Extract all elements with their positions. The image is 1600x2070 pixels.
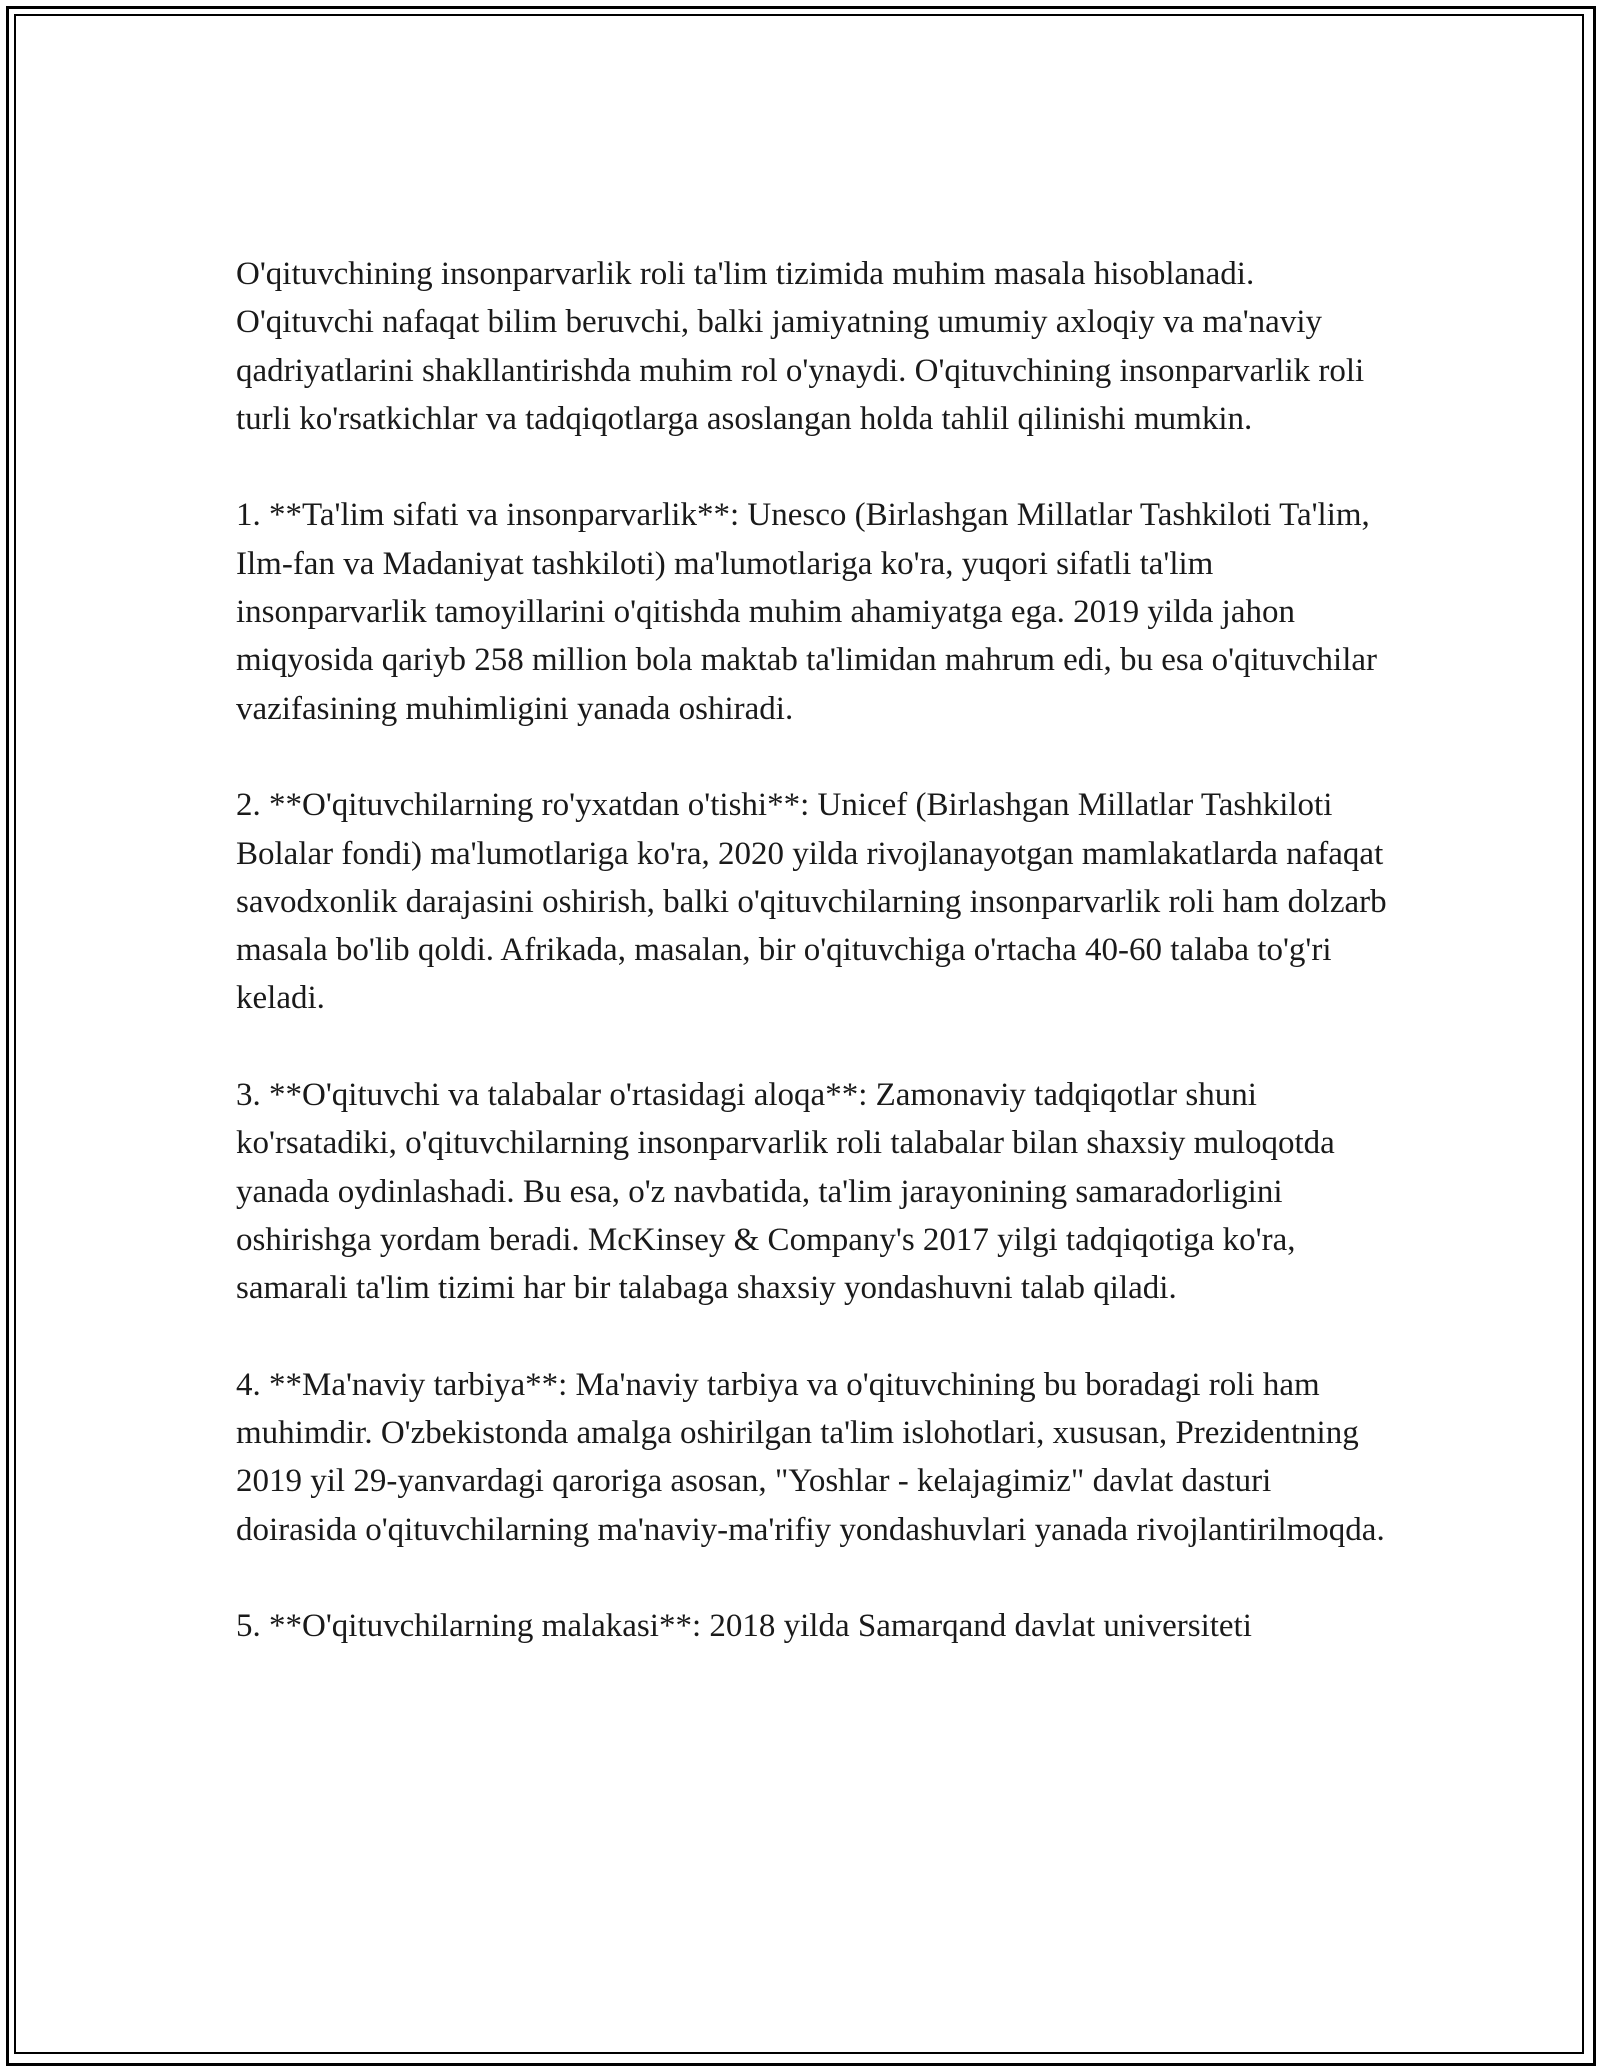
point-1-paragraph: 1. **Ta'lim sifati va insonparvarlik**: Unesco (Birlashgan Millatlar Tashkiloti Ta'lim, Ilm-fan va Madaniyat tashkiloti) ma'lumotlariga ko'ra, yuqori sifatli ta'lim insonparvarlik tamoyillarini o'qitishda muhim ahamiyatga ega. 2019 yilda jahon miqyosida qariyb 258 million bola maktab ta'limidan mahrum edi, bu esa o'qituvchilar vazifasining muhimligini yanada oshiradi. [236,497,1377,727]
point-4-paragraph: 4. **Ma'naviy tarbiya**: Ma'naviy tarbiya va o'qituvchining bu boradagi roli ham muhimdir. O'zbekistonda amalga oshirilgan ta'lim islohotlari, xususan, Prezidentning 2019 yil 29-yanvardagi qaroriga asosan, "Yoshlar - kelajagimiz" davlat dasturi doirasida o'qituvchilarning ma'naviy-ma'rifiy yondashuvlari yanada rivojlantirilmoqda. [236,1366,1385,1548]
intro-paragraph: O'qituvchining insonparvarlik roli ta'lim tizimida muhim masala hisoblanadi. O'qituvchi nafaqat bilim beruvchi, balki jamiyatning umumiy axloqiy va ma'naviy qadriyatlarini shakllantirishda muhim rol o'ynaydi. O'qituvchining insonparvarlik roli turli ko'rsatkichlar va tadqiqotlarga asoslangan holda tahlil qilinishi mumkin. [236,256,1365,437]
point-3-paragraph: 3. **O'qituvchi va talabalar o'rtasidagi aloqa**: Zamonaviy tadqiqotlar shuni ko'rsatadiki, o'qituvchilarning insonparvarlik roli talabalar bilan shaxsiy muloqotda yanada oydinlashadi. Bu esa, o'z navbatida, ta'lim jarayonining samaradorligini oshirishga yordam beradi. McKinsey & Company's 2017 yilgi tadqiqotiga ko'ra, samarali ta'lim tizimi har bir talabaga shaxsiy yondashuvni talab qiladi. [236,1077,1335,1307]
point-5-paragraph: 5. **O'qituvchilarning malakasi**: 2018 yilda Samarqand davlat universiteti [236,1608,1252,1645]
document-body [236,250,1396,1651]
point-2-paragraph: 2. **O'qituvchilarning ro'yxatdan o'tishi**: Unicef (Birlashgan Millatlar Tashkiloti Bolalar fondi) ma'lumotlariga ko'ra, 2020 yilda rivojlanayotgan mamlakatlarda nafaqat savodxonlik darajasini oshirish, balki o'qituvchilarning insonparvarlik roli ham dolzarb masala bo'lib qoldi. Afrikada, masalan, bir o'qituvchiga o'rtacha 40-60 talaba to'g'ri keladi. [236,787,1387,1017]
